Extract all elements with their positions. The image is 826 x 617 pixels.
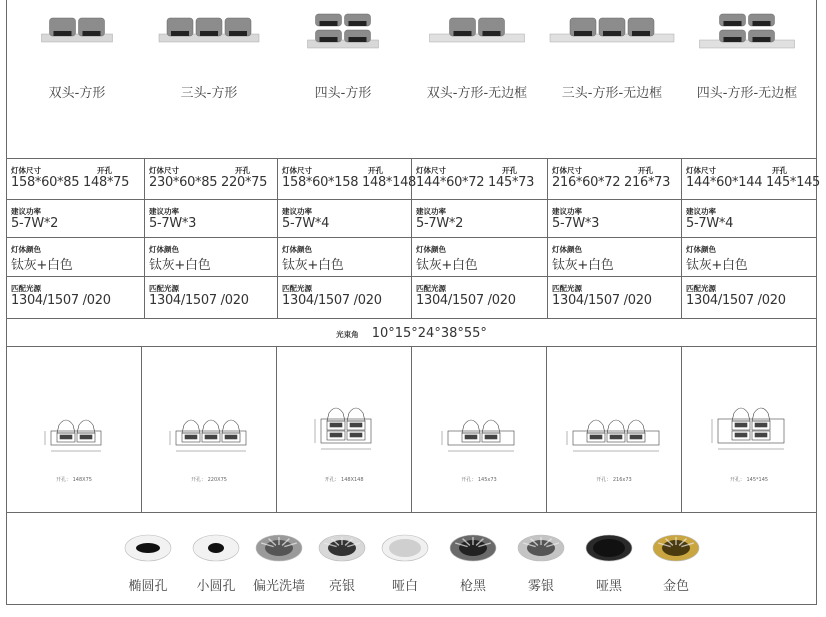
spec-label-text: 匹配光源 xyxy=(686,284,716,293)
spec-label xyxy=(552,165,681,175)
spec-value: 5-7W*4 xyxy=(686,216,734,231)
spec-value: 钛灰+白色 xyxy=(282,258,344,273)
product-name: 双头-方形 xyxy=(48,86,106,101)
spec-cell xyxy=(145,200,277,237)
spec-label-text: 建议功率 xyxy=(686,207,716,216)
luminaire-image xyxy=(276,6,410,56)
spec-label xyxy=(282,165,411,175)
spec-label xyxy=(11,206,144,216)
finish-name: 椭圆孔 xyxy=(128,579,168,594)
drawing-lines xyxy=(682,347,816,457)
luminaire-image xyxy=(680,6,814,56)
spec-value: 钛灰+白色 xyxy=(552,258,614,273)
finish-name: 小圆孔 xyxy=(196,579,236,594)
spec-value: 钛灰+白色 xyxy=(149,258,211,273)
product-item xyxy=(276,0,410,158)
spec-cell xyxy=(682,238,817,276)
finish-name: 雾银 xyxy=(527,579,554,594)
spec-label xyxy=(686,283,817,293)
finish-name: 偏光洗墙 xyxy=(252,579,305,594)
hole-label: 开孔 xyxy=(235,166,250,175)
spec-label-text: 灯体尺寸 xyxy=(282,166,312,175)
spec-cell xyxy=(548,277,681,318)
finish-reflector-icon xyxy=(381,531,429,565)
spec-cell xyxy=(278,277,411,318)
technical-drawing xyxy=(682,347,816,512)
finish-reflector-icon xyxy=(585,531,633,565)
spec-value: 5-7W*2 xyxy=(11,216,59,231)
spec-label xyxy=(552,244,681,254)
hole-label: 开孔 xyxy=(368,166,383,175)
finish-name: 亮银 xyxy=(328,579,355,594)
spec-cell xyxy=(278,200,411,237)
finish-name: 哑黑 xyxy=(595,579,622,594)
finish-reflector-icon xyxy=(449,531,497,565)
spec-label-text: 灯体颜色 xyxy=(11,245,41,254)
spec-cell xyxy=(682,277,817,318)
spec-value: 1304/1507 /020 xyxy=(149,293,249,308)
product-name: 双头-方形-无边框 xyxy=(426,86,528,101)
spec-label-text: 建议功率 xyxy=(552,207,582,216)
spec-cell xyxy=(7,277,144,318)
spec-value: 1304/1507 /020 xyxy=(552,293,652,308)
spec-label xyxy=(149,283,277,293)
spec-label-text: 匹配光源 xyxy=(552,284,582,293)
spec-label xyxy=(416,165,547,175)
spec-cell xyxy=(278,238,411,276)
spec-cell xyxy=(7,159,144,199)
drawing-lines xyxy=(412,347,546,457)
spec-label-text: 灯体颜色 xyxy=(282,245,312,254)
spec-value: 5-7W*3 xyxy=(149,216,197,231)
spec-value: 1304/1507 /020 xyxy=(11,293,111,308)
product-item xyxy=(680,0,814,158)
finish-reflector-icon xyxy=(517,531,565,565)
spec-cell xyxy=(278,159,417,199)
spec-label xyxy=(11,283,144,293)
spec-label-text: 灯体尺寸 xyxy=(686,166,716,175)
spec-label xyxy=(11,244,144,254)
product-name: 三头-方形-无边框 xyxy=(561,86,663,101)
spec-label xyxy=(552,206,681,216)
finish-reflector-icon xyxy=(652,531,700,565)
finish-swatch xyxy=(449,531,497,594)
technical-drawing xyxy=(142,347,276,512)
product-item xyxy=(544,0,680,158)
spec-value: 5-7W*4 xyxy=(282,216,330,231)
spec-cell xyxy=(548,200,681,237)
spec-value: 144*60*144 145*145 xyxy=(686,175,821,190)
spec-cell xyxy=(412,159,547,199)
finish-swatch xyxy=(124,531,172,594)
spec-cell xyxy=(682,159,821,199)
finish-reflector-icon xyxy=(124,531,172,565)
spec-value: 钛灰+白色 xyxy=(686,258,748,273)
spec-label xyxy=(149,244,277,254)
spec-cell xyxy=(145,238,277,276)
technical-drawing xyxy=(7,347,141,512)
hole-label: 开孔 xyxy=(638,166,653,175)
drawing-lines xyxy=(7,347,141,457)
beam-angle-label: 光束角 xyxy=(336,330,359,339)
drawing-lines xyxy=(277,347,411,457)
spec-value: 5-7W*3 xyxy=(552,216,600,231)
product-name: 四头-方形 xyxy=(314,86,372,101)
spec-cell xyxy=(7,200,144,237)
spec-value: 158*60*158 148*148 xyxy=(282,175,417,190)
spec-label xyxy=(686,165,817,175)
product-item xyxy=(142,0,276,158)
spec-value: 230*60*85 220*75 xyxy=(149,175,268,190)
finish-swatch xyxy=(192,531,240,594)
spec-cell xyxy=(7,238,144,276)
spec-cell xyxy=(412,277,547,318)
spec-label xyxy=(149,165,277,175)
spec-cell xyxy=(548,159,681,199)
finish-reflector-icon xyxy=(255,531,303,565)
finish-name: 哑白 xyxy=(391,579,418,594)
beam-angle-value: 10°15°24°38°55° xyxy=(371,326,487,341)
spec-label-text: 建议功率 xyxy=(11,207,41,216)
finish-swatch xyxy=(318,531,366,594)
technical-drawing xyxy=(277,347,411,512)
finish-swatch xyxy=(381,531,429,594)
spec-cell xyxy=(145,277,277,318)
spec-label-text: 匹配光源 xyxy=(282,284,312,293)
hole-size-caption: 开孔： 148X75 xyxy=(56,477,92,483)
spec-label xyxy=(149,206,277,216)
spec-cell xyxy=(145,159,277,199)
hole-size-caption: 开孔： 220X75 xyxy=(191,477,227,483)
hole-label: 开孔 xyxy=(772,166,787,175)
spec-value: 1304/1507 /020 xyxy=(686,293,786,308)
spec-label-text: 灯体颜色 xyxy=(149,245,179,254)
spec-label xyxy=(686,206,817,216)
finish-name: 枪黑 xyxy=(459,579,486,594)
spec-value: 158*60*85 148*75 xyxy=(11,175,130,190)
spec-label-text: 建议功率 xyxy=(149,207,179,216)
spec-label-text: 灯体颜色 xyxy=(552,245,582,254)
spec-label-text: 匹配光源 xyxy=(149,284,179,293)
hole-size-caption: 开孔： 145*145 xyxy=(729,477,769,483)
spec-label-text: 灯体颜色 xyxy=(686,245,716,254)
spec-label-text: 匹配光源 xyxy=(416,284,446,293)
drawing-lines xyxy=(547,347,681,457)
spec-label-text: 建议功率 xyxy=(416,207,446,216)
spec-label-text: 灯体尺寸 xyxy=(149,166,179,175)
spec-label-text: 灯体尺寸 xyxy=(552,166,582,175)
spec-label-text: 灯体颜色 xyxy=(416,245,446,254)
spec-cell xyxy=(412,200,547,237)
hole-size-caption: 开孔： 148X148 xyxy=(324,477,364,483)
product-name: 四头-方形-无边框 xyxy=(696,86,798,101)
spec-label xyxy=(282,283,411,293)
spec-label xyxy=(282,206,411,216)
hole-label: 开孔 xyxy=(97,166,112,175)
spec-label xyxy=(416,244,547,254)
spec-value: 216*60*72 216*73 xyxy=(552,175,671,190)
hole-size-caption: 开孔： 216x73 xyxy=(596,477,632,483)
spec-cell xyxy=(548,238,681,276)
spec-label-text: 建议功率 xyxy=(282,207,312,216)
luminaire-image xyxy=(410,6,544,56)
technical-drawing xyxy=(412,347,546,512)
spec-cell xyxy=(682,200,817,237)
spec-value: 5-7W*2 xyxy=(416,216,464,231)
spec-label-text: 灯体尺寸 xyxy=(416,166,446,175)
finish-swatch xyxy=(252,531,305,594)
spec-cell xyxy=(412,238,547,276)
finish-swatch xyxy=(585,531,633,594)
finish-reflector-icon xyxy=(318,531,366,565)
hole-label: 开孔 xyxy=(502,166,517,175)
spec-label xyxy=(416,206,547,216)
product-item xyxy=(12,0,142,158)
spec-value: 1304/1507 /020 xyxy=(416,293,516,308)
spec-label xyxy=(416,283,547,293)
spec-label-text: 匹配光源 xyxy=(11,284,41,293)
spec-label xyxy=(11,165,144,175)
luminaire-image xyxy=(142,6,276,56)
drawing-lines xyxy=(142,347,276,457)
finish-swatch xyxy=(652,531,700,594)
finish-swatch xyxy=(517,531,565,594)
spec-value: 1304/1507 /020 xyxy=(282,293,382,308)
spec-label xyxy=(552,283,681,293)
spec-label xyxy=(686,244,817,254)
beam-angle-row xyxy=(6,318,817,346)
spec-label xyxy=(282,244,411,254)
technical-drawing xyxy=(547,347,681,512)
divider xyxy=(6,512,817,513)
finish-name: 金色 xyxy=(662,579,689,594)
spec-value: 钛灰+白色 xyxy=(416,258,478,273)
hole-size-caption: 开孔： 145x73 xyxy=(461,477,497,483)
spec-value: 钛灰+白色 xyxy=(11,258,73,273)
luminaire-image xyxy=(544,6,680,56)
finish-reflector-icon xyxy=(192,531,240,565)
luminaire-image xyxy=(12,6,142,56)
product-name: 三头-方形 xyxy=(180,86,238,101)
product-item xyxy=(410,0,544,158)
spec-label-text: 灯体尺寸 xyxy=(11,166,41,175)
spec-value: 144*60*72 145*73 xyxy=(416,175,535,190)
